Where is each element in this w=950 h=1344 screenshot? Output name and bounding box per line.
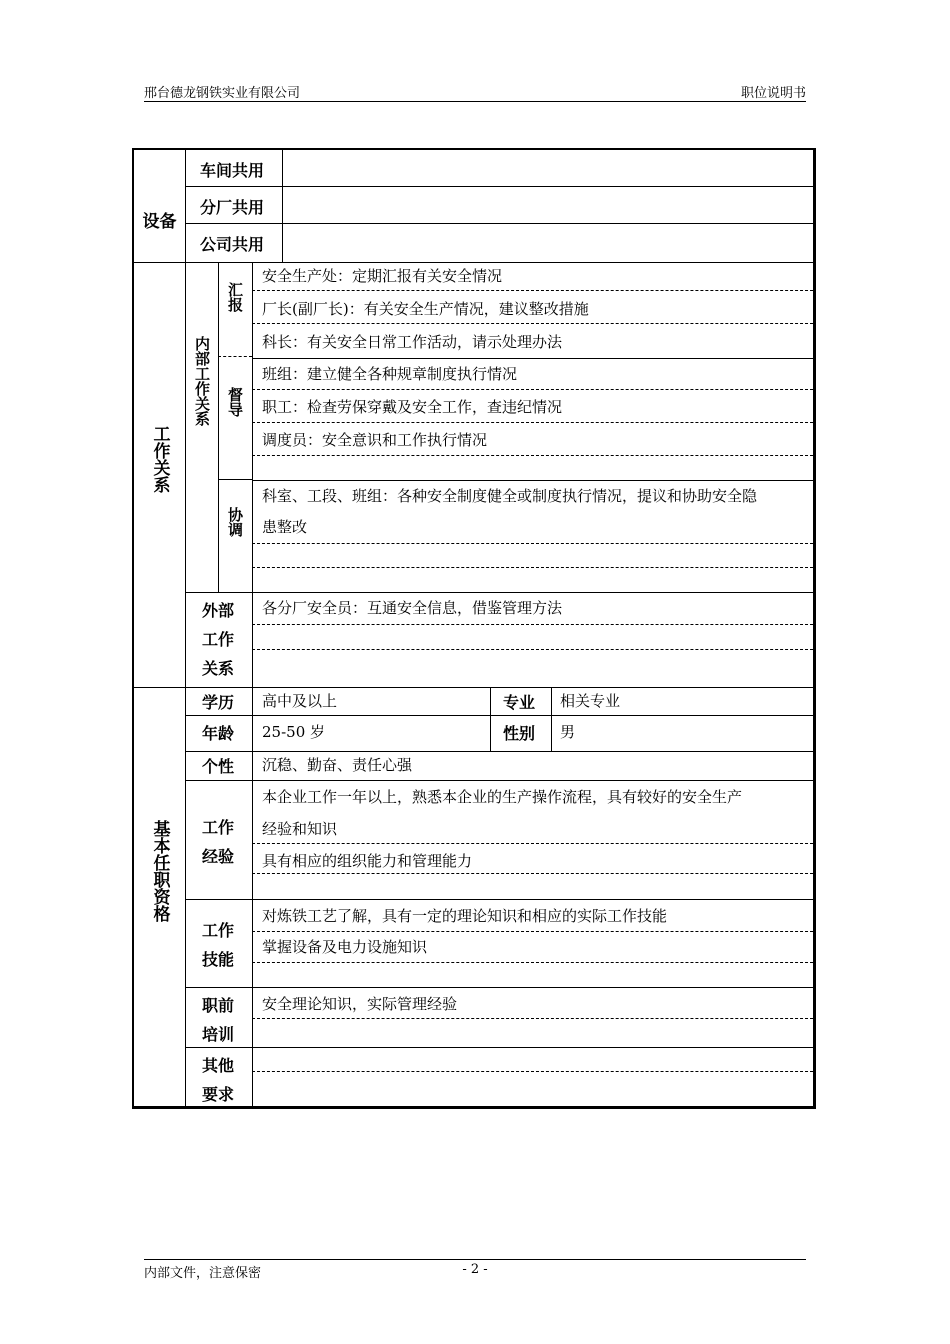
equipment-workshop-label: 车间共用 xyxy=(200,161,265,180)
skills-line-2: 掌握设备及电力设施知识 xyxy=(262,938,428,956)
other-label-2: 要求 xyxy=(202,1085,235,1104)
experience-line-1: 本企业工作一年以上，熟悉本企业的生产操作流程，具有较好的安全生产 xyxy=(262,788,743,806)
experience-label-1: 工作 xyxy=(202,818,235,837)
external-label-3: 关系 xyxy=(202,659,235,678)
age-label: 年龄 xyxy=(202,724,235,743)
major-value: 相关专业 xyxy=(560,692,621,710)
equipment-branch-label: 分厂共用 xyxy=(200,198,265,217)
report-line-2: 厂长(副厂长)：有关安全生产情况，建议整改措施 xyxy=(262,300,589,318)
supervise-line-3: 调度员：安全意识和工作执行情况 xyxy=(262,431,488,449)
equipment-char: 设备 xyxy=(142,212,177,232)
external-label-1: 外部 xyxy=(202,601,235,620)
work-relations-section-label: 工作关系 xyxy=(149,425,170,493)
report-line-1: 安全生产处：定期汇报有关安全情况 xyxy=(262,267,503,285)
coordinate-label: 协调 xyxy=(226,507,244,537)
equipment-company-label: 公司共用 xyxy=(200,235,265,254)
footer-divider xyxy=(144,1259,806,1260)
external-line-1: 各分厂安全员：互通安全信息，借鉴管理方法 xyxy=(262,599,563,617)
training-label-2: 培训 xyxy=(202,1025,235,1044)
supervise-label: 督导 xyxy=(226,387,244,417)
equipment-section-label xyxy=(134,210,185,234)
skills-label-1: 工作 xyxy=(202,921,235,940)
report-label: 汇报 xyxy=(226,282,244,312)
document-type: 职位说明书 xyxy=(740,86,806,101)
coordinate-line-1: 科室、工段、班组：各种安全制度健全或制度执行情况，提议和协助安全隐 xyxy=(262,487,758,505)
age-value: 25-50 岁 xyxy=(262,723,326,741)
coordinate-line-2: 患整改 xyxy=(262,518,308,536)
page-header xyxy=(144,80,806,102)
personality-label: 个性 xyxy=(202,757,235,776)
supervise-line-2: 职工：检查劳保穿戴及安全工作，查违纪情况 xyxy=(262,398,563,416)
page-number: - 2 - xyxy=(462,1262,488,1277)
experience-line-3: 具有相应的组织能力和管理能力 xyxy=(262,852,473,870)
major-label: 专业 xyxy=(503,693,536,712)
skills-line-1: 对炼铁工艺了解，具有一定的理论知识和相应的实际工作技能 xyxy=(262,907,668,925)
skills-label-2: 技能 xyxy=(202,950,235,969)
training-line-1: 安全理论知识，实际管理经验 xyxy=(262,995,458,1013)
external-label-2: 工作 xyxy=(202,630,235,649)
supervise-line-1: 班组：建立健全各种规章制度执行情况 xyxy=(262,365,518,383)
company-name: 邢台德龙钢铁实业有限公司 xyxy=(144,86,301,101)
experience-label-2: 经验 xyxy=(202,847,235,866)
gender-label: 性别 xyxy=(503,724,536,743)
education-value: 高中及以上 xyxy=(262,692,338,710)
experience-line-2: 经验和知识 xyxy=(262,820,338,838)
footer-note: 内部文件，注意保密 xyxy=(144,1266,262,1281)
education-label: 学历 xyxy=(202,693,235,712)
report-line-3: 科长：有关安全日常工作活动，请示处理办法 xyxy=(262,333,563,351)
gender-value: 男 xyxy=(560,723,576,741)
qualifications-section-label: 基本任职资格 xyxy=(149,820,170,922)
training-label-1: 职前 xyxy=(202,996,235,1015)
other-label-1: 其他 xyxy=(202,1056,235,1075)
internal-relations-label: 内部工作关系 xyxy=(193,336,211,426)
job-description-table xyxy=(132,148,816,1109)
personality-value: 沉稳、勤奋、责任心强 xyxy=(262,756,413,774)
